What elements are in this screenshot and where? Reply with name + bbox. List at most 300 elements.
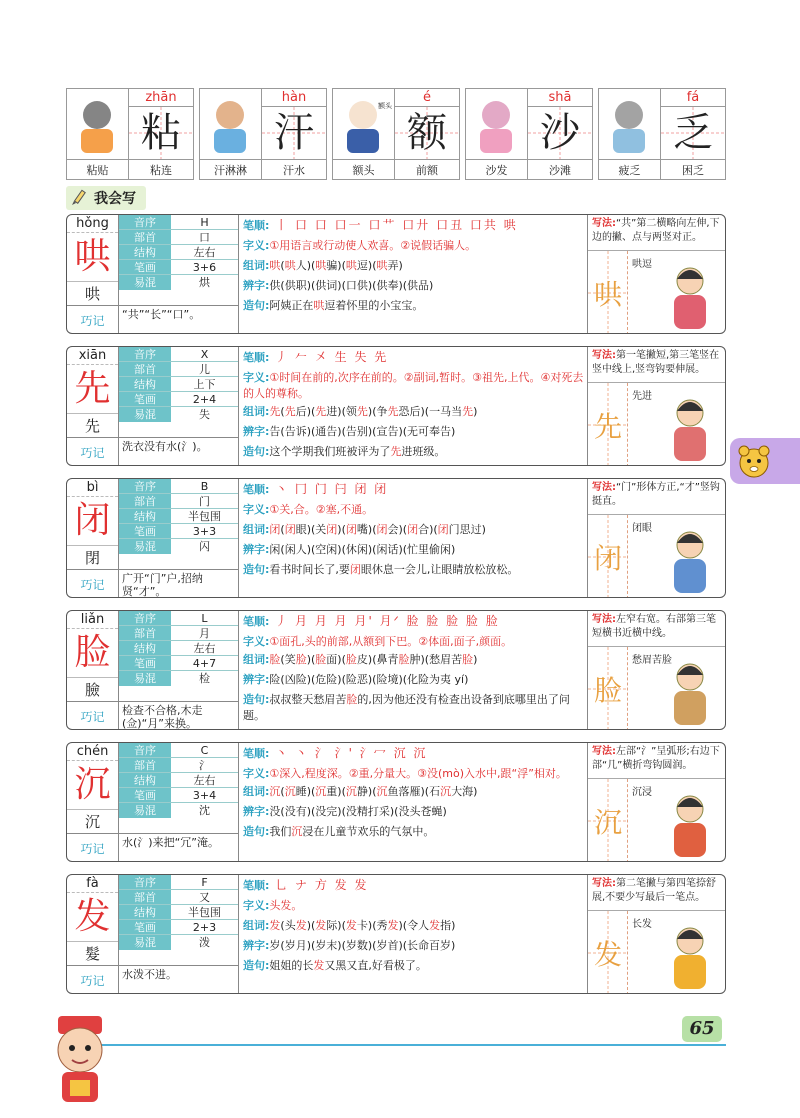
card-character: 闭: [74, 500, 111, 541]
highlight-char: 脸: [315, 653, 327, 666]
info-value: 检: [199, 672, 210, 685]
sentence-row: [239, 296, 587, 316]
card-pinyin: liǎn: [67, 611, 118, 629]
info-label: 部首: [119, 494, 171, 508]
info-row: [119, 890, 238, 905]
info-value: 3+6: [192, 261, 217, 274]
character-column: [67, 215, 119, 305]
info-row: [119, 611, 238, 626]
info-table: [119, 479, 239, 569]
top-word-group: [465, 88, 593, 180]
info-row: [119, 377, 238, 392]
row-text: 发(头发)(发际)(发卡)(秀发)(令人发指): [269, 919, 456, 932]
traditional-character: 閉: [67, 545, 118, 569]
row-label: 造句:: [243, 825, 270, 838]
memory-tip-text: 检查不合格,木走(佥)“月”来换。: [122, 704, 203, 730]
highlight-char: 沉: [315, 785, 327, 798]
details-column: [239, 215, 587, 334]
info-table: [119, 875, 239, 965]
row-label: 造句:: [243, 299, 270, 312]
highlight-char: 闭: [284, 523, 296, 536]
info-row: [119, 656, 238, 671]
character-column: [67, 743, 119, 833]
writing-tip-column: [587, 875, 726, 994]
info-label: 笔画: [119, 260, 171, 274]
info-label: 易混: [119, 539, 171, 554]
words-row: [239, 916, 587, 936]
info-label: 音序: [119, 215, 171, 229]
row-label: 字义:: [243, 767, 270, 780]
card-character: 沉: [74, 764, 111, 805]
writing-tip: 写法:第一笔撇短,第三笔竖在竖中线上,竖弯钩要伸展。: [588, 347, 726, 383]
card-pinyin: chén: [67, 743, 118, 761]
distinguish-row: [239, 936, 587, 956]
highlight-char: 沉: [376, 785, 388, 798]
character-card: [66, 742, 726, 862]
practice-grid: [588, 779, 628, 862]
info-row: [119, 905, 238, 920]
row-text: 供(供职)(供词)(口供)(供奉)(供品): [269, 279, 434, 292]
illustration: [200, 89, 262, 159]
highlight-char: 发: [345, 919, 357, 932]
highlight-char: 沉: [269, 785, 281, 798]
details-column: [239, 875, 587, 994]
stroke-order: 丿 𠂉 㐅 生 失 先: [269, 350, 389, 364]
highlight-char: 哄: [284, 259, 296, 272]
highlight-char: 闭: [269, 523, 281, 536]
character-column: [67, 347, 119, 437]
meaning-row: [239, 368, 587, 402]
info-value: C: [200, 744, 209, 757]
row-label: 写法:: [592, 878, 616, 889]
row-text: ①关,合。②塞,不通。: [269, 503, 374, 516]
writing-tip: 写法:第二笔撇与第四笔捺舒展,不要少写最后一笔点。: [588, 875, 726, 911]
character-column: [67, 479, 119, 569]
meaning-row: [239, 632, 587, 650]
illustration-label: 闭眼: [632, 523, 652, 534]
memory-tip-label: 巧记: [67, 438, 119, 466]
info-label: 笔画: [119, 524, 171, 538]
sentence-row: [239, 822, 587, 842]
row-label: 造句:: [243, 693, 270, 706]
highlight-char: 沉: [284, 785, 296, 798]
row-text: 阿姨正在哄逗着怀里的小宝宝。: [269, 299, 424, 312]
info-label: 笔画: [119, 392, 171, 406]
card-pinyin: bì: [67, 479, 118, 497]
character-column: [67, 611, 119, 701]
info-label: 音序: [119, 743, 171, 757]
top-word-group: [66, 88, 194, 180]
illustration: [628, 383, 726, 466]
info-value: 烘: [199, 276, 210, 289]
highlight-char: 先: [390, 445, 402, 458]
row-text: 岁(岁月)(岁末)(岁数)(岁首)(长命百岁): [269, 939, 456, 952]
info-label: 部首: [119, 362, 171, 376]
row-label: 写法:: [592, 614, 616, 625]
details-column: [239, 743, 587, 862]
memory-tip-text: 水泼不进。: [122, 968, 177, 981]
info-row: [119, 803, 238, 818]
highlight-char: 沉: [440, 785, 452, 798]
section-title: 我会写: [94, 191, 136, 207]
memory-tip-text: 广开“门”户,招纳贤“才”。: [122, 572, 203, 598]
info-row: [119, 215, 238, 230]
illustration: [628, 647, 726, 730]
top-word-group: [332, 88, 460, 180]
row-text: ①时间在前的,次序在前的。②副词,暂时。③祖先,上代。④对死去的人的尊称。: [243, 371, 584, 400]
info-label: 部首: [119, 626, 171, 640]
highlight-char: 发: [429, 919, 441, 932]
info-row: [119, 773, 238, 788]
info-label: 部首: [119, 758, 171, 772]
info-value: 左右: [193, 642, 216, 655]
info-label: 易混: [119, 671, 171, 686]
highlight-char: 闭: [345, 523, 357, 536]
practice-character: 先: [593, 410, 622, 443]
highlight-char: 先: [269, 405, 281, 418]
details-column: [239, 479, 587, 598]
highlight-char: 沉: [291, 825, 303, 838]
practice-grid: [588, 515, 628, 598]
illustration-label: 哄逗: [632, 259, 652, 270]
row-text: 姐姐的长发又黑又直,好看极了。: [269, 959, 427, 972]
info-label: 笔画: [119, 788, 171, 802]
highlight-char: 先: [315, 405, 327, 418]
info-row: [119, 407, 238, 422]
illustration-label: 额头: [333, 159, 395, 180]
info-value: 氵: [199, 759, 210, 772]
memory-tip-text: “共”“长”“口”。: [122, 308, 201, 321]
highlight-char: 先: [284, 405, 296, 418]
illustration-label: 愁眉苦脸: [632, 655, 672, 666]
info-value: 半包围: [188, 510, 221, 523]
highlight-char: 发: [269, 919, 281, 932]
character-column: [67, 875, 119, 965]
traditional-character: 髮: [67, 941, 118, 965]
row-text: 险(凶险)(危险)(险恶)(险境)(化险为夷 yí): [269, 673, 469, 686]
bottom-divider: [100, 1044, 726, 1046]
character-card: [66, 214, 726, 334]
info-row: [119, 671, 238, 686]
practice-grid: [588, 911, 628, 994]
writing-tip: 写法:“共”第二横略向左伸,下边的撇、点与两竖对正。: [588, 215, 726, 251]
info-value: 左右: [193, 246, 216, 259]
info-table: [119, 215, 239, 305]
illustration-label: 汗淋淋: [200, 159, 262, 180]
sentence-row: [239, 956, 587, 976]
writing-tip-column: [587, 347, 726, 466]
stroke-order: 丶 冂 门 闩 闭 闭: [269, 482, 389, 496]
info-row: [119, 245, 238, 260]
highlight-char: 哄: [315, 259, 327, 272]
highlight-char: 发: [387, 919, 399, 932]
memory-tip-label: 巧记: [67, 702, 119, 730]
row-text: 叔叔整天愁眉苦脸的,因为他还没有检查出设备到底哪里出了问题。: [243, 693, 570, 722]
info-value: 上下: [193, 378, 216, 391]
meaning-row: [239, 764, 587, 782]
info-value: L: [201, 612, 208, 625]
illustration: [333, 89, 395, 159]
writing-tip-column: [587, 479, 726, 598]
illustration: [628, 515, 726, 598]
writing-tip: 写法:左窄右宽。右部第三笔短横书近横中线。: [588, 611, 726, 647]
info-label: 结构: [119, 245, 171, 259]
section-header: [66, 186, 146, 210]
highlight-char: 闭: [437, 523, 449, 536]
pencil-icon: [70, 189, 88, 207]
highlight-char: 脸: [398, 653, 410, 666]
row-label: 组词:: [243, 523, 270, 536]
character-card: [66, 874, 726, 994]
info-row: [119, 347, 238, 362]
info-label: 结构: [119, 905, 171, 919]
illustration: [628, 911, 726, 994]
row-text: 我们沉浸在儿童节欢乐的气氛中。: [269, 825, 435, 838]
row-label: 写法:: [592, 482, 616, 493]
info-row: [119, 230, 238, 245]
info-value: F: [201, 876, 208, 889]
row-label: 辨字:: [243, 805, 270, 818]
info-row: [119, 494, 238, 509]
info-row: [119, 524, 238, 539]
row-label: 笔顺:: [243, 351, 270, 364]
traditional-character: 沉: [67, 809, 118, 833]
writing-tip-column: [587, 215, 726, 334]
practice-grid: [588, 647, 628, 730]
row-text: ①深入,程度深。②重,分量大。③没(mò)入水中,跟“浮”相对。: [269, 767, 567, 780]
details-column: [239, 347, 587, 466]
illustration: [628, 779, 726, 862]
traditional-character: 臉: [67, 677, 118, 701]
illustration-label: 沉浸: [632, 787, 652, 798]
info-row: [119, 875, 238, 890]
info-label: 易混: [119, 803, 171, 818]
pinyin: shā: [528, 89, 592, 107]
row-text: ①面孔,头的前部,从额到下巴。②体面,面子,颜面。: [269, 635, 513, 648]
info-label: 结构: [119, 509, 171, 523]
meaning-row: [239, 500, 587, 520]
memory-tip: [67, 305, 239, 334]
info-table: [119, 347, 239, 437]
highlight-char: 发: [295, 919, 307, 932]
writing-tip: 写法:左部“氵”呈弧形;右边下部“几”横折弯钩圆润。: [588, 743, 726, 779]
distinguish-row: [239, 422, 587, 442]
distinguish-row: [239, 276, 587, 296]
info-label: 结构: [119, 641, 171, 655]
row-text: 闭(闭眼)(关闭)(闭嘴)(闭会)(闭合)(闭门思过): [269, 523, 486, 536]
info-row: [119, 539, 238, 554]
illustration-label: 沙发: [466, 159, 528, 180]
writing-tip: 写法:“门”形体方正,“才”竖钩挺直。: [588, 479, 726, 515]
highlight-char: 闭: [376, 523, 388, 536]
character-card: [66, 346, 726, 466]
info-row: [119, 626, 238, 641]
memory-tip: [67, 965, 239, 994]
row-label: 笔顺:: [243, 615, 270, 628]
row-label: 组词:: [243, 785, 270, 798]
highlight-char: 闭: [326, 523, 338, 536]
row-label: 辨字:: [243, 673, 270, 686]
practice-character: 乏: [661, 107, 725, 159]
stroke-order-row: [239, 611, 587, 632]
row-label: 造句:: [243, 959, 270, 972]
writing-tip-column: [587, 743, 726, 862]
row-label: 字义:: [243, 239, 270, 252]
illustration-label: 长发: [632, 919, 652, 930]
info-row: [119, 260, 238, 275]
memory-tip: [67, 701, 239, 730]
info-label: 结构: [119, 773, 171, 787]
stroke-order-row: [239, 347, 587, 368]
info-label: 音序: [119, 479, 171, 493]
info-row: [119, 392, 238, 407]
highlight-char: 先: [387, 405, 399, 418]
side-tab[interactable]: [730, 438, 800, 484]
stroke-order-row: [239, 479, 587, 500]
example-word: 沙滩: [528, 159, 592, 180]
practice-character: 粘: [129, 107, 193, 159]
mascot-icon: [40, 1010, 120, 1110]
highlight-char: 闭: [407, 523, 419, 536]
sentence-row: [239, 560, 587, 580]
example-word: 汗水: [262, 159, 326, 180]
info-row: [119, 743, 238, 758]
tiger-face-icon: [734, 441, 774, 481]
highlight-char: 脸: [462, 653, 474, 666]
words-row: [239, 782, 587, 802]
memory-tip-label: 巧记: [67, 570, 119, 598]
info-value: 沈: [199, 804, 210, 817]
info-value: 泼: [199, 936, 210, 949]
row-label: 字义:: [243, 635, 270, 648]
info-value: X: [200, 348, 209, 361]
highlight-char: 脸: [295, 653, 307, 666]
row-label: 笔顺:: [243, 747, 270, 760]
info-value: 又: [199, 891, 210, 904]
highlight-char: 脸: [345, 653, 357, 666]
practice-grid: [588, 383, 628, 466]
stroke-order-row: [239, 743, 587, 764]
info-row: [119, 479, 238, 494]
info-label: 部首: [119, 230, 171, 244]
info-label: 笔画: [119, 920, 171, 934]
practice-grid: [588, 251, 628, 334]
info-value: 4+7: [192, 657, 217, 670]
info-value: 口: [199, 231, 210, 244]
sentence-row: [239, 690, 587, 724]
info-value: 2+3: [192, 921, 217, 934]
row-label: 写法:: [592, 350, 616, 361]
character-card: [66, 610, 726, 730]
practice-character: 发: [593, 938, 622, 971]
row-label: 笔顺:: [243, 879, 270, 892]
words-row: [239, 650, 587, 670]
meaning-row: [239, 896, 587, 916]
top-word-group: [199, 88, 327, 180]
row-text: 沉(沉睡)(沉重)(沉静)(沉鱼落雁)(石沉大海): [269, 785, 478, 798]
memory-tip-label: 巧记: [67, 834, 119, 862]
highlight-char: 先: [356, 405, 368, 418]
info-row: [119, 935, 238, 950]
info-label: 音序: [119, 875, 171, 889]
words-row: [239, 520, 587, 540]
card-pinyin: xiān: [67, 347, 118, 365]
practice-character: 哄: [593, 278, 622, 311]
row-label: 写法:: [592, 746, 616, 757]
traditional-character: 哄: [67, 281, 118, 305]
row-label: 字义:: [243, 899, 270, 912]
row-text: 这个学期我们班被评为了先进班级。: [269, 445, 446, 458]
info-value: 失: [199, 408, 210, 421]
highlight-char: 脸: [269, 653, 281, 666]
row-text: 先(先后)(先进)(领先)(争先恐后)(一马当先): [269, 405, 478, 418]
row-label: 组词:: [243, 653, 270, 666]
pinyin: fá: [661, 89, 725, 107]
info-value: H: [200, 216, 209, 229]
highlight-char: 哄: [313, 299, 325, 312]
highlight-char: 哄: [345, 259, 357, 272]
row-label: 字义:: [243, 503, 270, 516]
pinyin: hàn: [262, 89, 326, 107]
example-word: 粘连: [129, 159, 193, 180]
row-text: 头发。: [269, 899, 303, 912]
meaning-row: [239, 236, 587, 256]
info-label: 笔画: [119, 656, 171, 670]
row-label: 写法:: [592, 218, 616, 229]
memory-tip: [67, 833, 239, 862]
memory-tip-label: 巧记: [67, 306, 119, 334]
highlight-char: 发: [313, 959, 325, 972]
illustration: [67, 89, 129, 159]
card-character: 先: [74, 368, 111, 409]
info-value: 儿: [199, 363, 210, 376]
practice-character: 额: [395, 107, 459, 159]
highlight-char: 先: [462, 405, 474, 418]
stroke-order-row: [239, 215, 587, 236]
stroke-order: 丨 口 口 口一 口艹 口廾 口丑 口共 哄: [269, 218, 518, 232]
info-label: 易混: [119, 407, 171, 422]
info-value: 3+4: [192, 789, 217, 802]
info-row: [119, 362, 238, 377]
card-character: 脸: [74, 632, 111, 673]
stroke-order: 丿 月 月 月 月' 月ᐟ 脸 脸 脸 脸 脸: [269, 614, 500, 628]
row-text: 没(没有)(没完)(没精打采)(没头苍蝇): [269, 805, 447, 818]
row-label: 造句:: [243, 563, 270, 576]
illustration-note: 额头: [378, 102, 392, 110]
info-value: 半包围: [188, 906, 221, 919]
card-pinyin: fà: [67, 875, 118, 893]
illustration: [466, 89, 528, 159]
info-value: B: [200, 480, 209, 493]
highlight-char: 发: [315, 919, 327, 932]
info-label: 音序: [119, 347, 171, 361]
illustration: [628, 251, 726, 334]
row-text: 哄(哄人)(哄骗)(哄逗)(哄弄): [269, 259, 403, 272]
highlight-char: 脸: [346, 693, 358, 706]
row-text: ①用语言或行动使人欢喜。②说假话骗人。: [269, 239, 477, 252]
card-character: 发: [74, 896, 111, 937]
row-label: 辨字:: [243, 279, 270, 292]
row-label: 笔顺:: [243, 483, 270, 496]
memory-tip: [67, 437, 239, 466]
info-label: 结构: [119, 377, 171, 391]
memory-tip-text: 水(氵)来把“冗”淹。: [122, 836, 219, 849]
row-text: 看书时间长了,要闭眼休息一会儿,让眼睛放松放松。: [269, 563, 519, 576]
info-table: [119, 611, 239, 701]
highlight-char: 闭: [349, 563, 361, 576]
example-word: 困乏: [661, 159, 725, 180]
traditional-character: 先: [67, 413, 118, 437]
